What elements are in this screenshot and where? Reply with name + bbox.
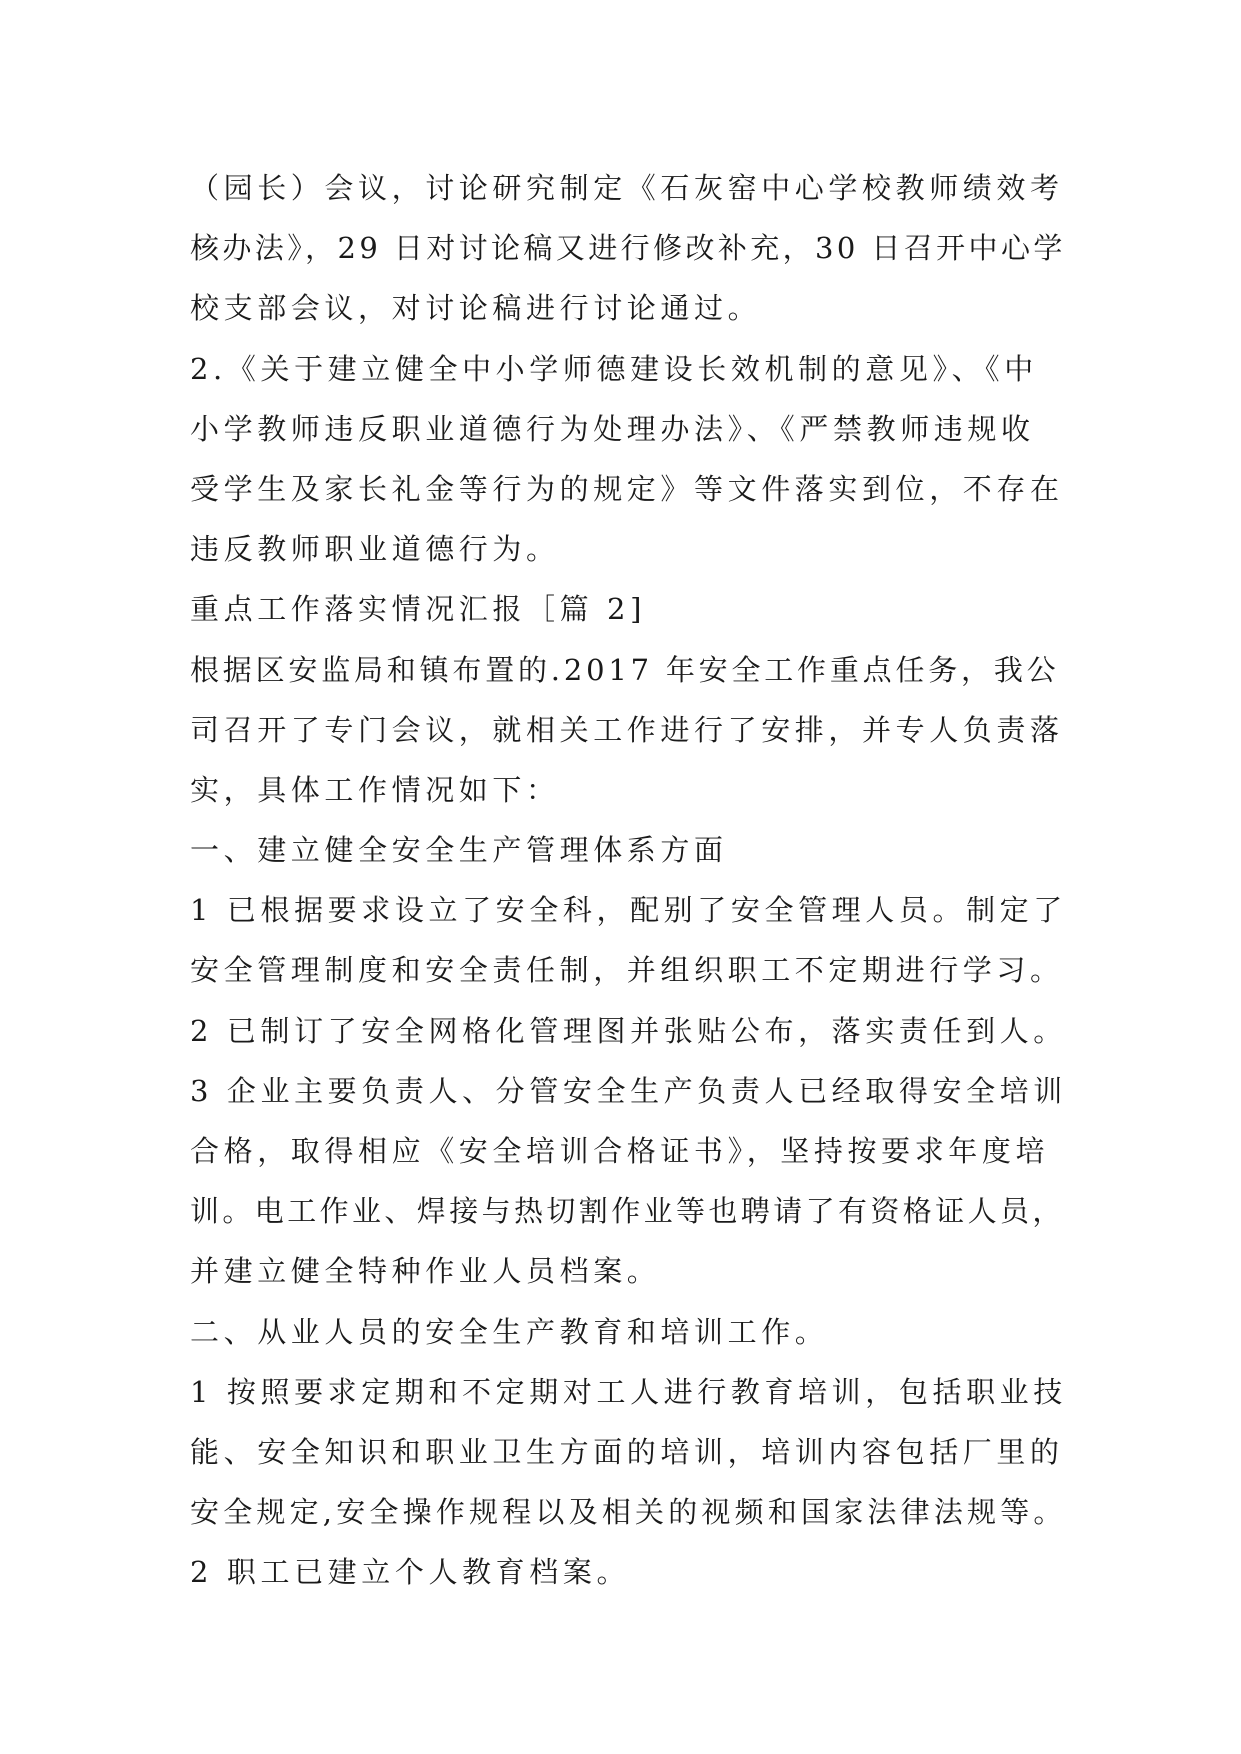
text-line: 安全规定,安全操作规程以及相关的视频和国家法律法规等。 — [190, 1495, 1067, 1530]
text-line: 核办法》，29 日对讨论稿又进行修改补充，30 日召开中心学 — [190, 231, 1066, 266]
text-line: （园长）会议，讨论研究制定《石灰窑中心学校教师绩效考 — [190, 171, 1064, 205]
text-line: 实，具体工作情况如下： — [190, 772, 560, 807]
text-line: 并建立健全特种作业人员档案。 — [190, 1254, 661, 1289]
text-line: 能、安全知识和职业卫生方面的培训，培训内容包括厂里的 — [190, 1434, 1064, 1469]
subsection-heading: 一、建立健全安全生产管理体系方面 — [190, 833, 728, 868]
text-line: 安全管理制度和安全责任制，并组织职工不定期进行学习。 — [190, 953, 1064, 988]
text-line: 1 已根据要求设立了安全科，配别了安全管理人员。制定了 — [190, 893, 1067, 928]
text-line: 2 职工已建立个人教育档案。 — [190, 1555, 631, 1590]
text-line: 小学教师违反职业道德行为处理办法》、《严禁教师违规收 — [190, 411, 1035, 446]
text-line: 2 已制订了安全网格化管理图并张贴公布，落实责任到人。 — [190, 1013, 1067, 1048]
text-line: 3 企业主要负责人、分管安全生产负责人已经取得安全培训 — [190, 1073, 1067, 1108]
document-body — [190, 158, 1070, 1603]
text-line: 1 按照要求定期和不定期对工人进行教育培训，包括职业技 — [190, 1374, 1067, 1409]
text-line: 违反教师职业道德行为。 — [190, 532, 560, 567]
text-line: 校支部会议，对讨论稿进行讨论通过。 — [190, 291, 762, 326]
text-line: 司召开了专门会议，就相关工作进行了安排，并专人负责落 — [190, 712, 1064, 747]
text-line: 2.《关于建立健全中小学师德建设长效机制的意见》、《中 — [190, 351, 1038, 386]
text-line: 合格，取得相应《安全培训合格证书》，坚持按要求年度培 — [190, 1134, 1050, 1168]
text-line: 根据区安监局和镇布置的.2017 年安全工作重点任务，我公 — [190, 652, 1060, 687]
text-line: 训。电工作业、焊接与热切割作业等也聘请了有资格证人员， — [190, 1194, 1065, 1229]
subsection-heading: 二、从业人员的安全生产教育和培训工作。 — [190, 1314, 829, 1349]
text-line: 受学生及家长礼金等行为的规定》等文件落实到位，不存在 — [190, 471, 1064, 506]
section-heading: 重点工作落实情况汇报［篇 2] — [190, 592, 646, 627]
